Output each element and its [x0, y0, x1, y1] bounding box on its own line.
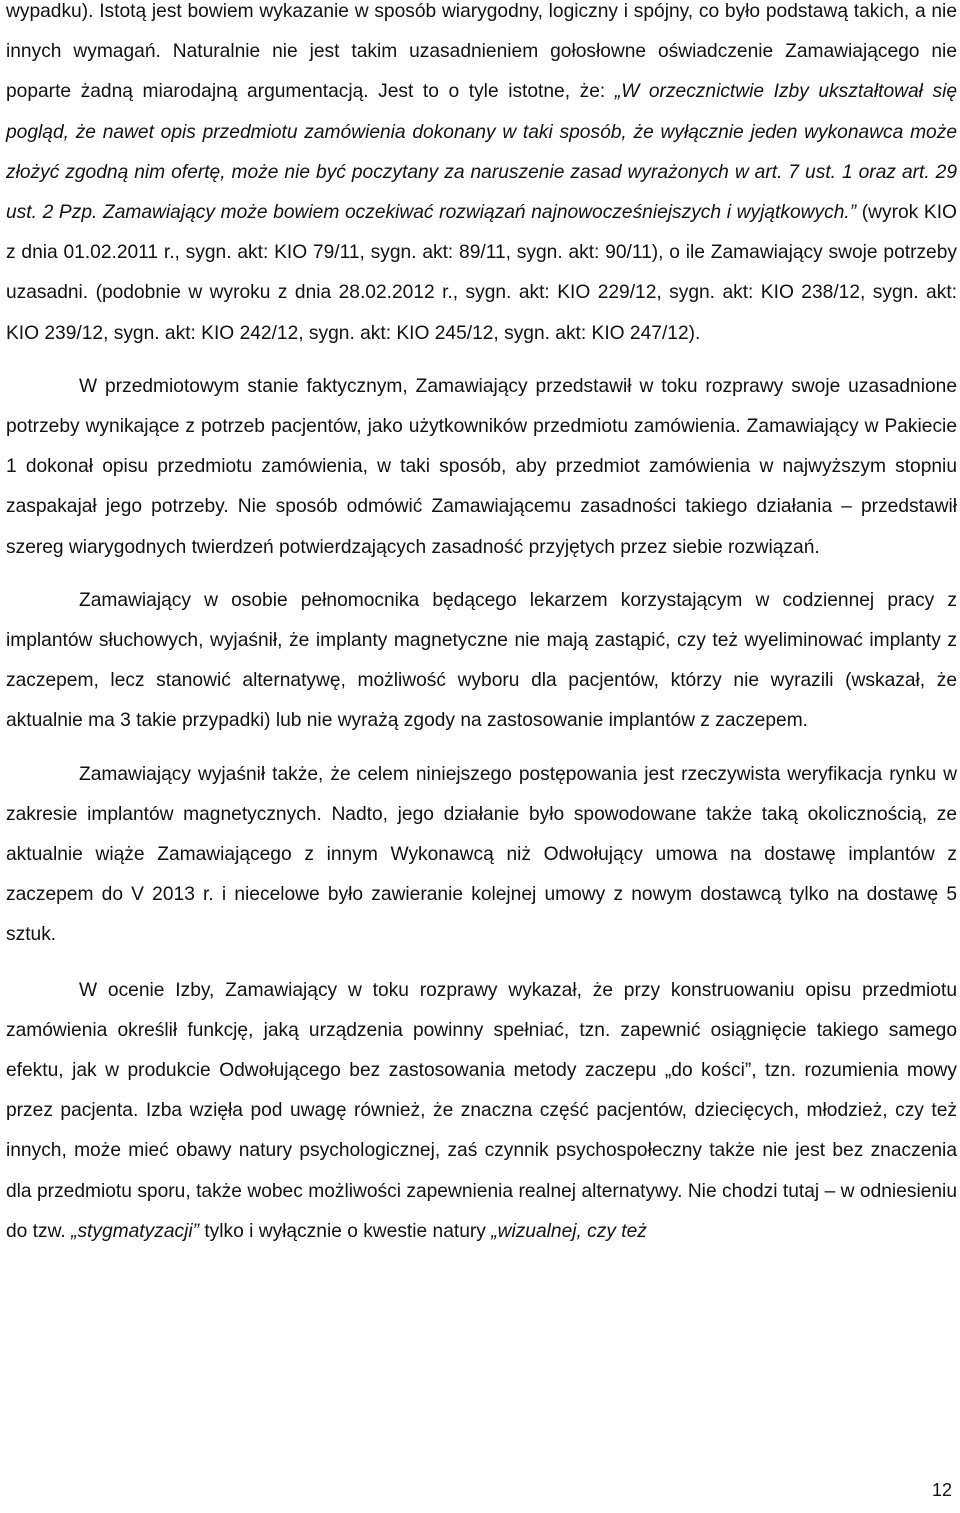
paragraph-1 [6, 0, 957, 354]
paragraph-4: Zamawiający wyjaśnił także, że celem niniejszego postępowania jest rzeczywista weryfikacja rynku w zakresie implantów magnetycznych. Nadto, jego działanie było spowodowane także taką okolicznością, ze aktualnie wiąże Zamawiającego z innym Wykonawcą niż Odwołujący umowa na dostawę implantów z zaczepem do V 2013 r. i niecelowe było zawieranie kolejnej umowy z nowym dostawcą tylko na dostawę 5 sztuk. [6, 763, 957, 946]
paragraph-5-text-a: W ocenie Izby, Zamawiający w toku rozprawy wykazał, że przy konstruowaniu opisu przedmiotu zamówienia określił funkcję, jaką urządzenia powinny spełniać, tzn. zapewnić osiągnięcie takiego samego efektu, jak w produkcie Odwołującego bez zastosowania metody zaczepu „do kości”, tzn. rozumienia mowy przez pacjenta. Izba wzięła pod uwagę również, że znaczna część pacjentów, dziecięcych, młodzież, czy też innych, może mieć obawy natury psychologicznej, zaś czynnik psychospołeczny także nie jest bez znaczenia dla przedmiotu sporu, także wobec możliwości zapewnienia realnej alternatywy. Nie chodzi tutaj – w odniesieniu do tzw. [6, 979, 957, 1242]
paragraph-1-text-b: (wyrok KIO z dnia 01.02.2011 r., sygn. akt: KIO 79/11, sygn. akt: 89/11, sygn. akt: 90/11), o ile Zamawiający swoje potrzeby uzasadni. (podobnie w wyroku z dnia 28.02.2012 r., sygn. akt: KIO 229/12, sygn. akt: KIO 238/12, sygn. akt: KIO 239/12, sygn. akt: KIO 242/12, sygn. akt: KIO 245/12, sygn. akt: KIO 247/12). [6, 202, 957, 344]
paragraph-1-text-a: wypadku). Istotą jest bowiem wykazanie w sposób wiarygodny, logiczny i spójny, co było podstawą takich, a nie innych wymagań. Naturalnie nie jest takim uzasadnieniem gołosłowne oświadczenie Zamawiającego nie poparte żadną miarodajną argumentacją. Jest to o tyle istotne, że: [6, 1, 957, 103]
paragraph-5-italic-2: „wizualnej, czy też [491, 1220, 647, 1242]
paragraph-5-text-b: tylko i wyłącznie o kwestie natury [199, 1220, 492, 1242]
paragraph-2: W przedmiotowym stanie faktycznym, Zamawiający przedstawił w toku rozprawy swoje uzasadnione potrzeby wynikające z potrzeb pacjentów, jako użytkowników przedmiotu zamówienia. Zamawiający w Pakiecie 1 dokonał opisu przedmiotu zamówienia, w taki sposób, aby przedmiot zamówienia w najwyższym stopniu zaspakajał jego potrzeby. Nie sposób odmówić Zamawiającemu zasadności takiego działania – przedstawił szereg wiarygodnych twierdzeń potwierdzających zasadność przyjętych przez siebie rozwiązań. [6, 375, 957, 558]
paragraph-5 [6, 971, 957, 1252]
paragraph-5-italic-1: „stygmatyzacji” [71, 1220, 199, 1242]
document-page [6, 0, 957, 1252]
paragraph-1-quote: „W orzecznictwie Izby ukształtował się pogląd, że nawet opis przedmiotu zamówienia dokonany w taki sposób, że wyłącznie jeden wykonawca może złożyć zgodną nim ofertę, może nie być poczytany za naruszenie zasad wyrażonych w art. 7 ust. 1 oraz art. 29 ust. 2 Pzp. Zamawiający może bowiem oczekiwać rozwiązań najnowocześniejszych i wyjątkowych.” [6, 81, 958, 224]
paragraph-3: Zamawiający w osobie pełnomocnika będącego lekarzem korzystającym w codziennej pracy z implantów słuchowych, wyjaśnił, że implanty magnetyczne nie mają zastąpić, czy też wyeliminować implanty z zaczepem, lecz stanowić alternatywę, możliwość wyboru dla pacjentów, którzy nie wyrazili (wskazał, że aktualnie ma 3 takie przypadki) lub nie wyrażą zgody na zastosowanie implantów z zaczepem. [6, 589, 957, 732]
page-number: 12 [931, 1480, 952, 1500]
